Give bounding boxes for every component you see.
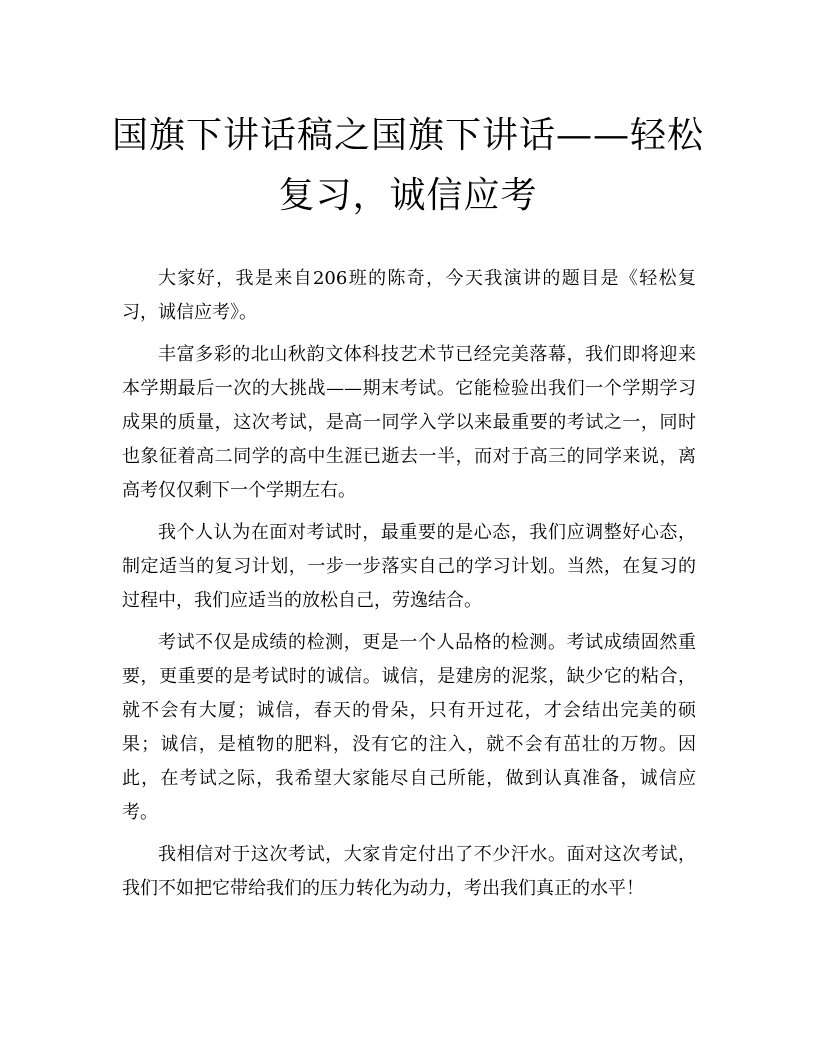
paragraph-integrity: 考试不仅是成绩的检测，更是一个人品格的检测。考试成绩固然重要，更重要的是考试时的诚信。诚信，是建房的泥浆，缺少它的粘合，就不会有大厦；诚信，春天的骨朵，只有开过花，才会结出完美的硕果；诚信，是植物的肥料，没有它的注入，就不会有茁壮的万物。因此，在考试之际，我希望大家能尽自己所能，做到认真准备，诚信应考。: [122, 632, 696, 823]
document-body: [122, 262, 696, 914]
document-title: 国旗下讲话稿之国旗下讲话——轻松复习，诚信应考: [111, 115, 704, 216]
paragraph-greeting: 大家好，我是来自206班的陈奇，今天我演讲的题目是《轻松复习，诚信应考》。: [122, 268, 696, 323]
paragraph-exam-intro: 丰富多彩的北山秋韵文体科技艺术节已经完美落幕，我们即将迎来本学期最后一次的大挑战——期末考试。它能检验出我们一个学期学习成果的质量，这次考试，是高一同学入学以来最重要的考试之一，同时也象征着高二同学的高中生涯已逝去一半，而对于高三的同学来说，离高考仅仅剩下一个学期左右。: [122, 344, 696, 501]
paragraph-closing: 我相信对于这次考试，大家肯定付出了不少汗水。面对这次考试，我们不如把它带给我们的压力转化为动力，考出我们真正的水平！: [122, 844, 696, 899]
paragraph-mindset: 我个人认为在面对考试时，最重要的是心态，我们应调整好心态，制定适当的复习计划，一步一步落实自己的学习计划。当然，在复习的过程中，我们应适当的放松自己，劳逸结合。: [122, 522, 696, 611]
